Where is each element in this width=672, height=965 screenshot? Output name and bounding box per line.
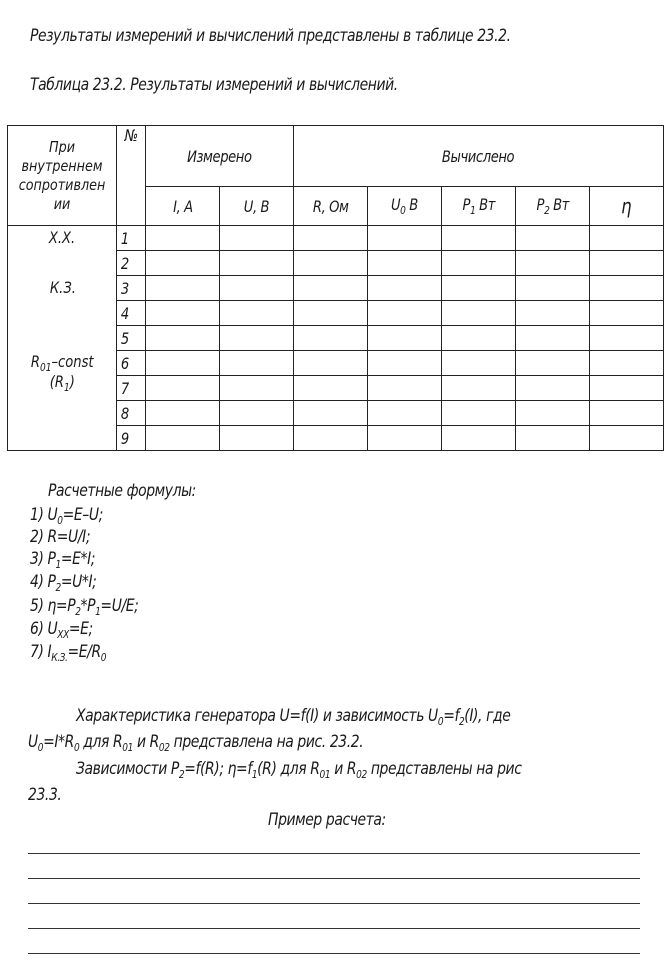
data-cell[interactable]: [516, 251, 590, 276]
data-cell[interactable]: [146, 426, 220, 451]
data-cell[interactable]: [146, 276, 220, 301]
data-cell[interactable]: [590, 351, 664, 376]
data-cell[interactable]: [368, 251, 442, 276]
formula-item: 5) $\eta=P_2*P_1=U/E$;: [30, 596, 139, 618]
header-computed: Вычислено: [294, 126, 664, 187]
data-cell[interactable]: [442, 251, 516, 276]
data-cell[interactable]: [590, 326, 664, 351]
data-cell[interactable]: [146, 351, 220, 376]
data-cell[interactable]: [146, 251, 220, 276]
data-cell[interactable]: [368, 276, 442, 301]
row-number: 9: [117, 426, 146, 451]
answer-line: [28, 903, 640, 904]
header-num-cell: №: [117, 126, 146, 226]
data-cell[interactable]: [220, 301, 294, 326]
data-cell[interactable]: [590, 251, 664, 276]
data-cell[interactable]: [146, 301, 220, 326]
paragraph-line: $U_0=I*R_0$ для $R_{01}$ и $R_{02}$ представлена на рис. 23.2.: [28, 732, 364, 754]
data-cell[interactable]: [442, 326, 516, 351]
column-header: $U_0$ B: [368, 187, 442, 226]
data-cell[interactable]: [146, 401, 220, 426]
data-cell[interactable]: [220, 351, 294, 376]
row-number: 8: [117, 401, 146, 426]
data-cell[interactable]: [146, 326, 220, 351]
answer-line: [28, 853, 640, 854]
formula-item: 2) R=U/I;: [30, 527, 91, 547]
data-cell[interactable]: [368, 226, 442, 251]
data-cell[interactable]: [516, 426, 590, 451]
data-cell[interactable]: [294, 226, 368, 251]
data-cell[interactable]: [590, 276, 664, 301]
row-number: 2: [117, 251, 146, 276]
row-labels-cell: [8, 226, 117, 451]
data-cell[interactable]: [294, 426, 368, 451]
data-cell[interactable]: [294, 301, 368, 326]
column-header: I, A: [146, 187, 220, 226]
data-cell[interactable]: [220, 226, 294, 251]
table-caption: Таблица 23.2. Результаты измерений и вычислений.: [30, 75, 398, 95]
formula-item: 6) $U_{XX}=E$;: [30, 619, 93, 641]
column-header: $P_2$ Bт: [516, 187, 590, 226]
formula-item: 3) $P_1=E*I$;: [30, 549, 96, 571]
formula-item: 1) $U_0=E-U$;: [30, 505, 103, 527]
answer-line: [28, 878, 640, 879]
data-cell[interactable]: [442, 401, 516, 426]
data-cell[interactable]: [442, 226, 516, 251]
row-label-kz: К.З.: [49, 278, 76, 297]
row-number: 1: [117, 226, 146, 251]
row-label-xx: X.X.: [49, 228, 76, 247]
data-cell[interactable]: [442, 426, 516, 451]
data-cell[interactable]: [590, 401, 664, 426]
data-cell[interactable]: [220, 426, 294, 451]
answer-line: [28, 953, 640, 954]
example-title: Пример расчета:: [268, 810, 386, 830]
row-number: 6: [117, 351, 146, 376]
row-number: 5: [117, 326, 146, 351]
data-cell[interactable]: [220, 326, 294, 351]
paragraph-line: Зависимости $P_2=f(R)$; $\eta=f_1(R)$ для $R_{01}$ и $R_{02}$ представлены на рис: [76, 759, 522, 781]
results-table: [7, 125, 664, 451]
data-cell[interactable]: [516, 326, 590, 351]
data-cell[interactable]: [516, 376, 590, 401]
row-label-r01_line2: $(R_1)$: [49, 372, 76, 394]
data-cell[interactable]: [220, 376, 294, 401]
data-cell[interactable]: [590, 226, 664, 251]
data-cell[interactable]: [368, 426, 442, 451]
data-cell[interactable]: [368, 401, 442, 426]
formula-item: 7) $I_{К.З.}=E/R_0$: [30, 642, 107, 664]
intro-text: Результаты измерений и вычислений представлены в таблице 23.2.: [30, 26, 511, 46]
data-cell[interactable]: [442, 376, 516, 401]
data-cell[interactable]: [516, 301, 590, 326]
data-cell[interactable]: [590, 376, 664, 401]
data-cell[interactable]: [442, 351, 516, 376]
data-cell[interactable]: [368, 326, 442, 351]
data-cell[interactable]: [516, 351, 590, 376]
data-cell[interactable]: [220, 276, 294, 301]
data-cell[interactable]: [220, 401, 294, 426]
data-cell[interactable]: [294, 276, 368, 301]
data-cell[interactable]: [294, 376, 368, 401]
data-cell[interactable]: [516, 226, 590, 251]
data-cell[interactable]: [590, 301, 664, 326]
data-cell[interactable]: [294, 401, 368, 426]
row-number: 3: [117, 276, 146, 301]
data-cell[interactable]: [516, 276, 590, 301]
data-cell[interactable]: [146, 226, 220, 251]
data-cell[interactable]: [368, 301, 442, 326]
row-label-r01_line1: $R_{01}$–const: [31, 352, 94, 374]
header-measured: Измерено: [146, 126, 294, 187]
data-cell[interactable]: [590, 426, 664, 451]
table-row: [8, 226, 664, 251]
formulas-title: Расчетные формулы:: [48, 481, 196, 501]
data-cell[interactable]: [368, 351, 442, 376]
data-cell[interactable]: [368, 376, 442, 401]
paragraph-line: 23.3.: [28, 785, 62, 805]
column-header: R, Ом: [294, 187, 368, 226]
column-header: U, B: [220, 187, 294, 226]
column-header: $P_1$ Bт: [442, 187, 516, 226]
data-cell[interactable]: [442, 276, 516, 301]
header-group-cell: При внутреннем сопротивлен ии: [8, 126, 117, 226]
column-header: η: [590, 187, 664, 226]
answer-line: [28, 928, 640, 929]
data-cell[interactable]: [442, 301, 516, 326]
row-number: 4: [117, 301, 146, 326]
data-cell[interactable]: [220, 251, 294, 276]
data-cell[interactable]: [516, 401, 590, 426]
data-cell[interactable]: [294, 351, 368, 376]
data-cell[interactable]: [146, 376, 220, 401]
paragraph-line: Характеристика генератора U=f(I) и зависимость $U_0=f_2(I)$, где: [76, 706, 511, 728]
formula-item: 4) $P_2=U*I$;: [30, 572, 97, 594]
data-cell[interactable]: [294, 326, 368, 351]
row-number: 7: [117, 376, 146, 401]
data-cell[interactable]: [294, 251, 368, 276]
